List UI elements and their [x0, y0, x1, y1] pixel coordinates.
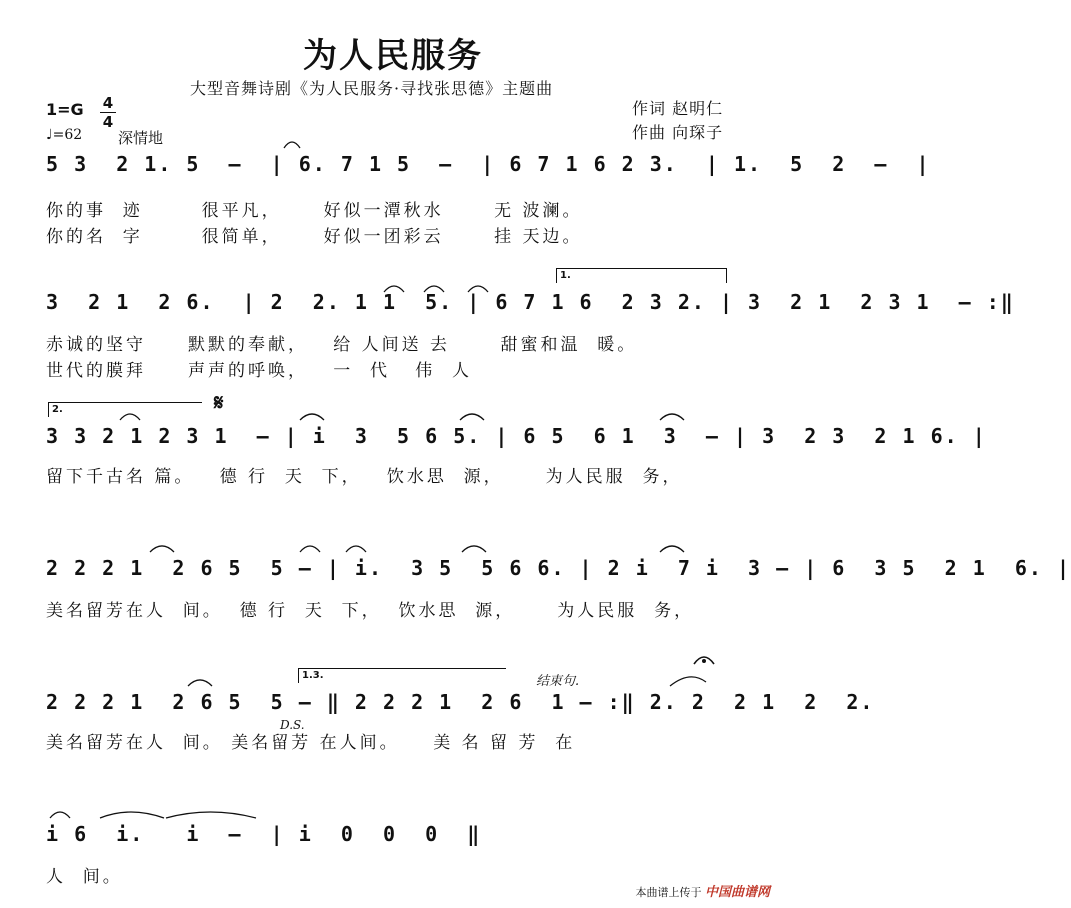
segno-icon: 𝄋: [214, 390, 224, 416]
notation-line: i 6 i. i – | i 0 0 0 ‖: [46, 822, 482, 846]
slur-mark: [460, 414, 484, 420]
slur-mark: [384, 286, 404, 292]
page-title: 为人民服务: [303, 36, 483, 76]
notation-line: 3 2 1 2 6. | 2 2. 1 1 5. | 6 7 1 6 2 3 2. | 3 2 1 2 3 1 – :‖: [46, 290, 1015, 314]
notation-line: 5 3 2 1. 5 – | 6. 7 1 5 – | 6 7 1 6 2 3. | 1. 5 2 – |: [46, 152, 931, 176]
lyric-line: 美名留芳在人 间。 德 行 天 下， 饮水思 源， 为人民服 务，: [46, 601, 695, 621]
end-phrase-mark: 结束句.: [536, 674, 580, 689]
slur-mark: [150, 546, 174, 552]
ds-mark: D.S.: [280, 718, 305, 732]
expression-mark: 深情地: [118, 129, 164, 147]
second-ending-bracket: 2.: [48, 402, 202, 417]
slur-mark: [424, 286, 444, 292]
tempo-mark: ♩=62: [46, 127, 83, 143]
lyricist-credit: 作词 赵明仁: [632, 99, 724, 118]
fermata-dot: [702, 659, 706, 663]
notation-line: 3 3 2 1 2 3 1 – | i 3 5 6 5. | 6 5 6 1 3 – | 3 2 3 2 1 6. |: [46, 424, 987, 448]
notation-line: 2 2 2 1 2 6 5 5 – ‖ 2 2 2 1 2 6 1 – :‖ 2. 2 2 1 2 2.: [46, 690, 889, 714]
lyric-line: 你的事 迹 很平凡， 好似一潭秋水 无 波澜。: [46, 201, 583, 221]
lyric-line: 美名留芳在人 间。 美名留芳 在人间。 美 名 留 芳 在: [46, 733, 576, 753]
lyric-line: 赤诚的坚守 默默的奉献， 给 人间送 去 甜蜜和温 暖。: [46, 335, 638, 355]
slur-mark: [660, 546, 684, 552]
notation-line: 2 2 2 1 2 6 5 5 – | i. 3 5 5 6 6. | 2 i 7 i 3 – | 6 3 5 2 1 6. |: [46, 556, 1071, 580]
slur-mark: [284, 142, 300, 148]
slur-mark: [300, 414, 324, 420]
slur-mark: [166, 812, 256, 818]
first-ending-bracket: 1.: [556, 268, 727, 283]
footer: [635, 881, 770, 900]
slur-mark: [346, 546, 366, 552]
slur-mark: [300, 546, 320, 552]
footer-prefix: 本曲谱上传于: [635, 886, 702, 899]
slur-mark: [188, 680, 212, 686]
slur-mark: [50, 812, 70, 818]
lyric-line: 世代的膜拜 声声的呼唤， 一 代 伟 人: [46, 361, 473, 381]
slur-mark: [670, 677, 706, 686]
quarter-note-icon: ♩: [46, 127, 53, 143]
slur-mark: [468, 286, 488, 292]
lyric-line: 你的名 字 很简单， 好似一团彩云 挂 天边。: [46, 227, 583, 247]
third-ending-bracket: 1.3.: [298, 668, 506, 683]
site-logo: 中国曲谱网: [704, 885, 770, 900]
subtitle: 大型音舞诗剧《为人民服务·寻找张思德》主题曲: [190, 79, 554, 98]
slur-mark: [660, 414, 684, 420]
lyric-line: 人 间。: [46, 867, 123, 887]
lyric-line: 留下千古名 篇。 德 行 天 下， 饮水思 源， 为人民服 务，: [46, 467, 683, 487]
key-signature: 1=G: [46, 100, 84, 119]
slur-mark: [120, 414, 140, 420]
time-sig-bottom: 4: [102, 113, 114, 131]
slur-mark: [462, 546, 486, 552]
composer-credit: 作曲 向琛子: [632, 123, 724, 142]
slur-mark: [100, 812, 164, 818]
time-sig-top: 4: [102, 94, 114, 112]
